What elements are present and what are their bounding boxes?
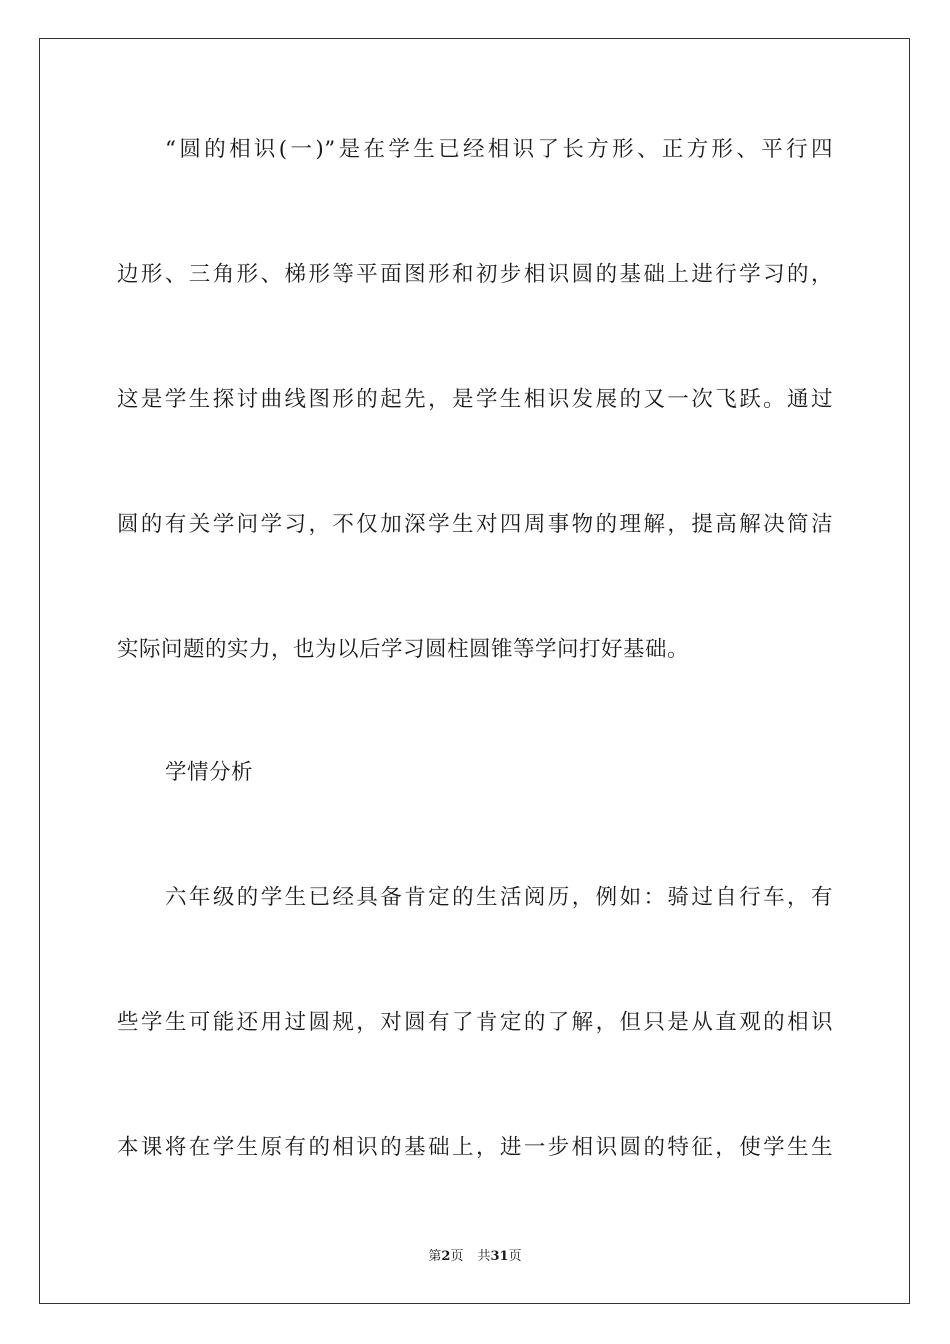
paragraph-2-line-3: 本课将在学生原有的相识的基础上，进一步相识圆的特征，使学生生 [117,1135,833,1160]
footer-page-suffix: 页 [450,1249,464,1264]
paragraph-1-line-2: 边形、三角形、梯形等平面图形和初步相识圆的基础上进行学习的， [117,262,833,287]
paragraph-1-line-4: 圆的有关学问学习，不仅加深学生对四周事物的理解，提高解决简洁 [117,512,833,537]
paragraph-1-line-1: “圆的相识(一)”是在学生已经相识了长方形、正方形、平行四 [165,137,833,162]
footer-total-suffix: 页 [508,1249,522,1264]
paragraph-2-line-2: 些学生可能还用过圆规，对圆有了肯定的了解，但只是从直观的相识 [117,1010,833,1035]
footer-total-pages: 31 [490,1249,509,1264]
paragraph-2-line-1: 六年级的学生已经具备肯定的生活阅历，例如：骑过自行车，有 [165,885,833,910]
footer-page-prefix: 第 [428,1249,442,1264]
footer-total-prefix: 共 [477,1249,491,1264]
page-border [39,38,910,1304]
paragraph-1-line-3: 这是学生探讨曲线图形的起先，是学生相识发展的又一次飞跃。通过 [117,387,833,412]
page-footer [0,1248,950,1266]
section-heading: 学情分析 [165,760,254,785]
footer-page-number: 2 [441,1249,451,1264]
paragraph-1-line-5: 实际问题的实力，也为以后学习圆柱圆锥等学问打好基础。 [117,637,690,662]
